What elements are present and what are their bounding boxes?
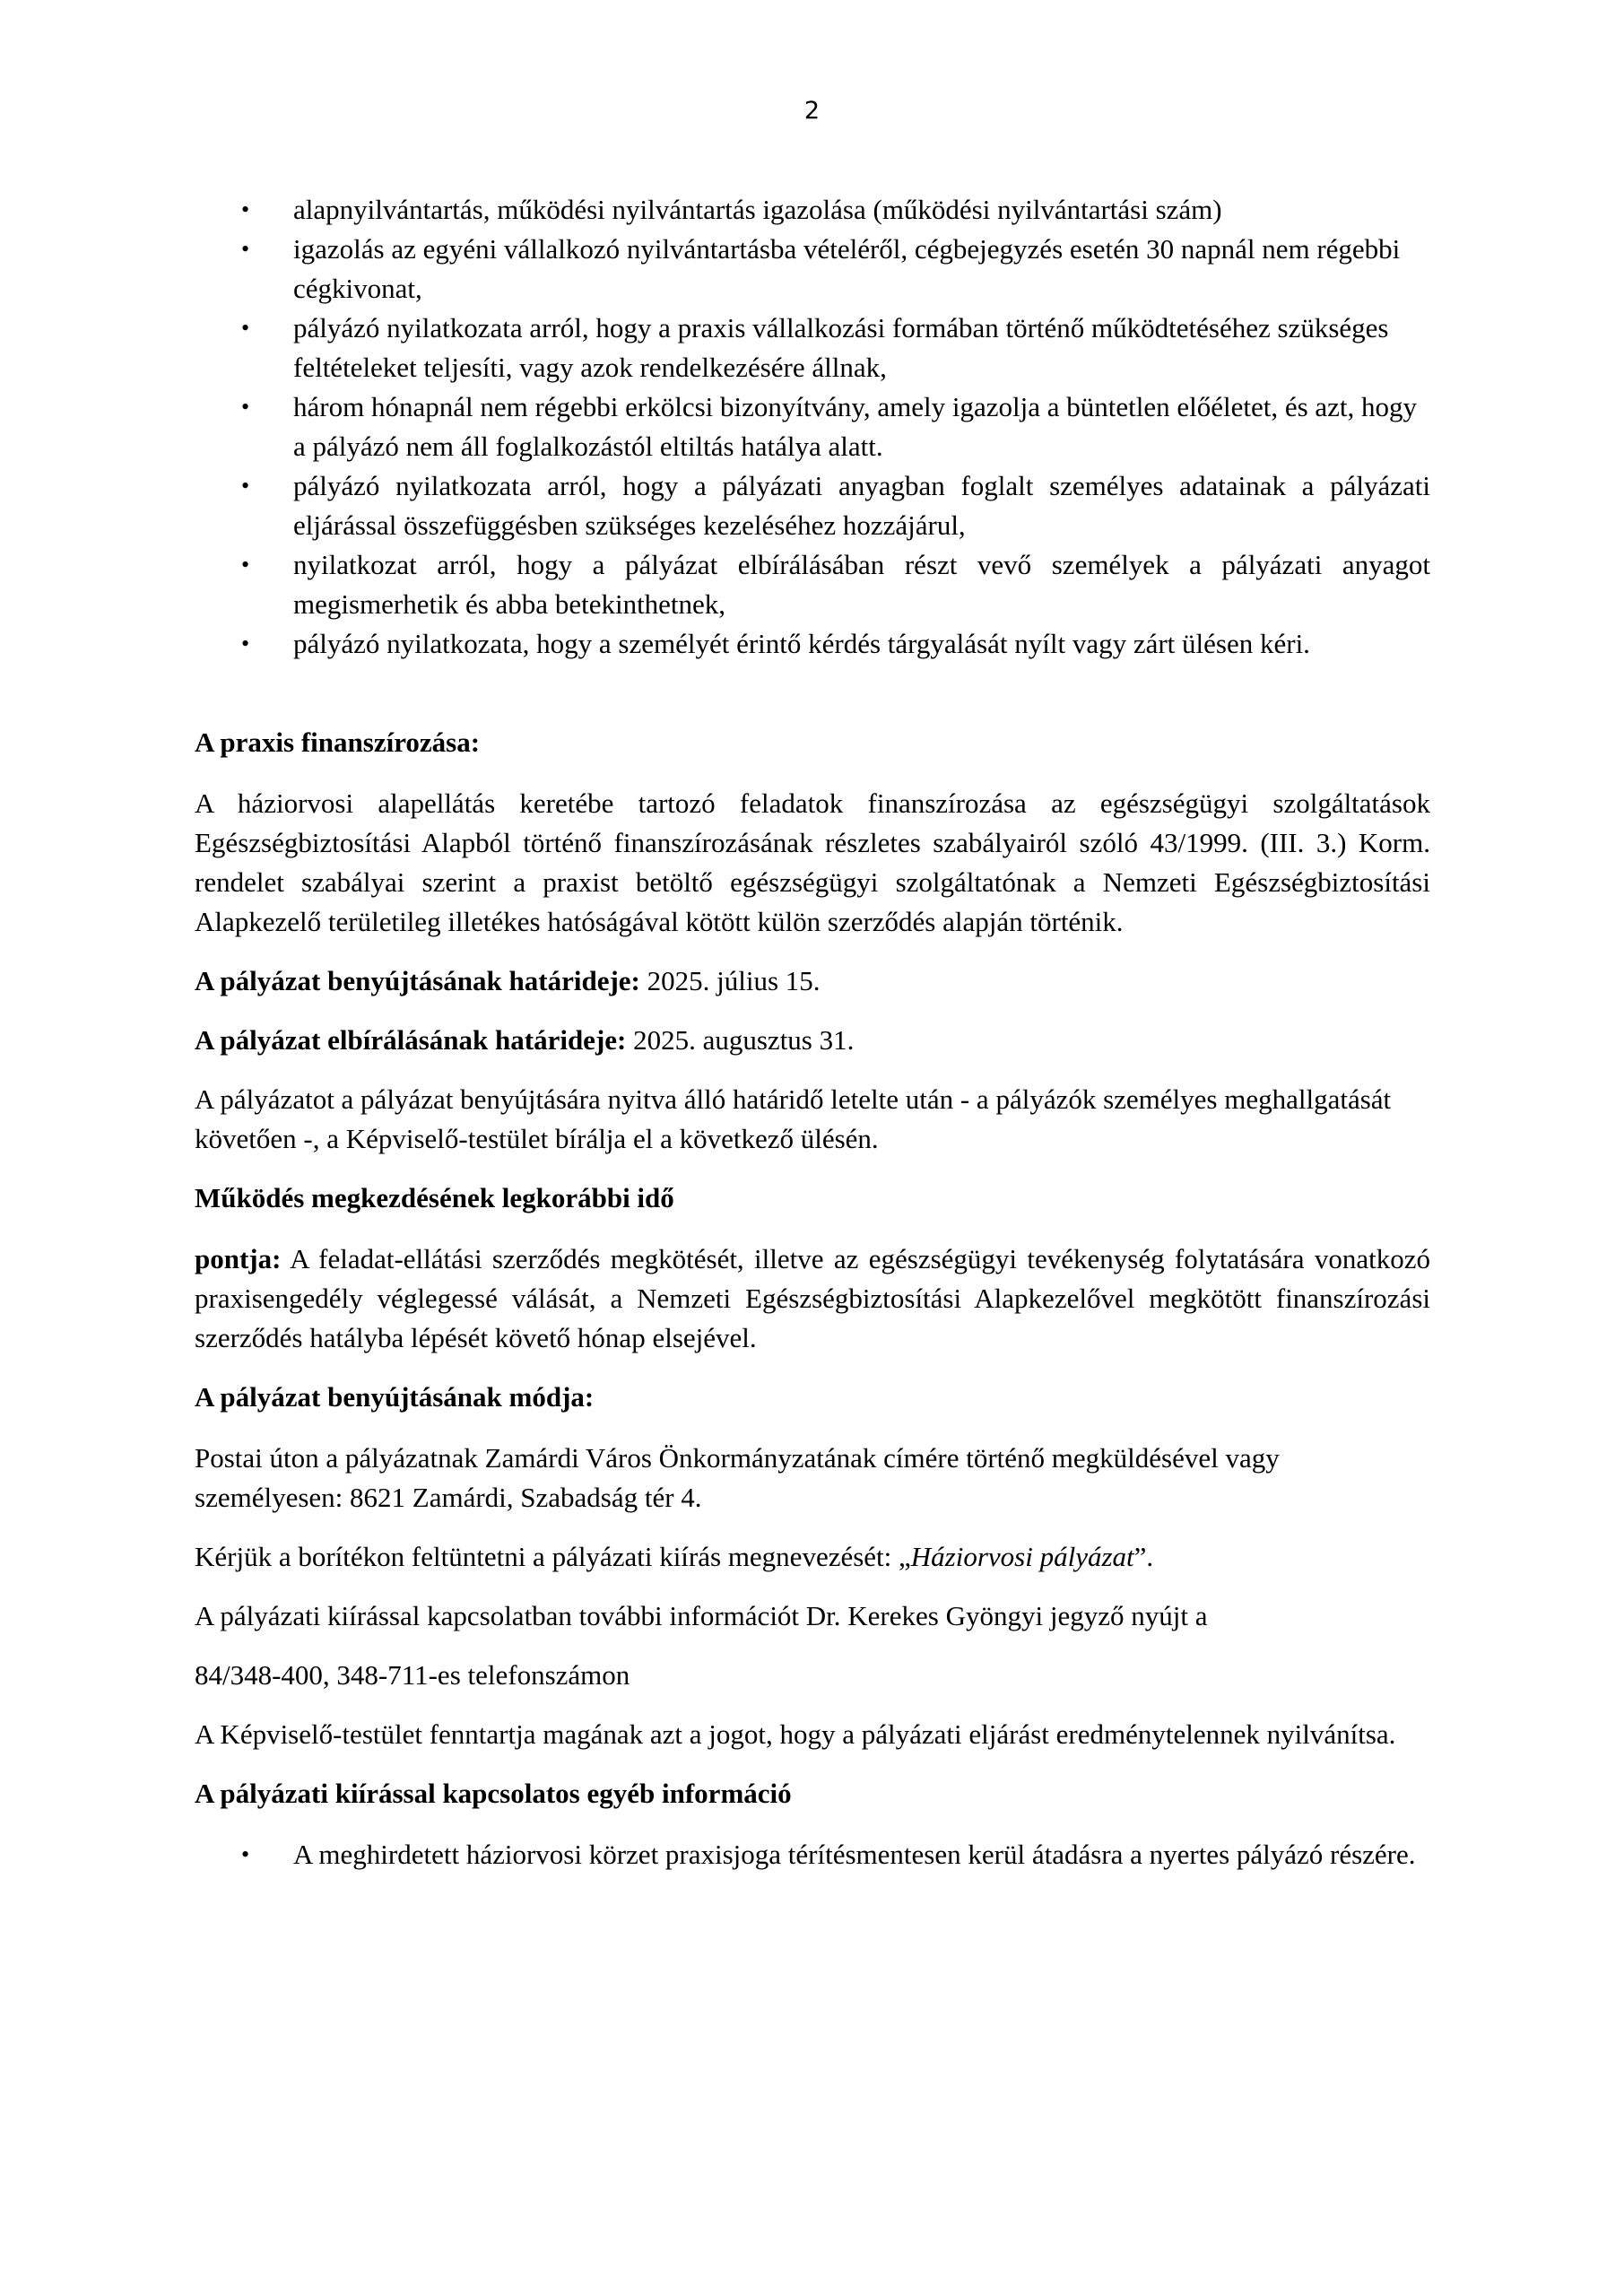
- list-item-text: nyilatkozat arról, hogy a pályázat elbírálásában részt vevő személyek a pályázati anyagot megismerhetik és abba betekinthetnek,: [293, 549, 1430, 620]
- bullet-icon: •: [241, 196, 250, 222]
- submission-method-heading: A pályázat benyújtásának módja:: [195, 1381, 595, 1413]
- list-item: [195, 466, 1430, 545]
- requirements-list: [195, 190, 1430, 664]
- evaluation-deadline-value: 2025. augusztus 31.: [626, 1024, 855, 1056]
- list-item-text: igazolás az egyéni vállalkozó nyilvántartásba vételéről, cégbejegyzés esetén 30 napnál nem régebbi cégkivonat,: [293, 233, 1401, 304]
- bullet-icon: •: [241, 1841, 250, 1867]
- bullet-icon: •: [241, 631, 250, 657]
- page-number: 2: [803, 97, 821, 125]
- evaluation-text: A pályázatot a pályázat benyújtására nyitva álló határidő letelte után - a pályázók személyes meghallgatását követően -, a Képviselő-testület bírálja el a következő ülésén.: [195, 1083, 1392, 1154]
- start-of-operation-heading: Működés megkezdésének legkorábbi idő: [195, 1182, 674, 1213]
- list-item: [195, 387, 1430, 466]
- bullet-icon: •: [241, 552, 250, 578]
- list-item-text: pályázó nyilatkozata arról, hogy a praxis vállalkozási formában történő működtetéséhez szükséges feltételeket teljesíti, vagy azok rendelkezésére állnak,: [293, 312, 1389, 383]
- list-item: [195, 190, 1430, 230]
- start-of-operation-body: A feladat-ellátási szerződés megkötését, illetve az egészségügyi tevékenység folytatására vonatkozó praxisengedély véglegessé válását, a Nemzeti Egészségbiztosítási Alapkezelővel megkötött finanszírozási szerződés hatályba lépését követő hónap elsejével.: [195, 1243, 1430, 1353]
- list-item-text: A meghirdetett háziorvosi körzet praxisjoga térítésmentesen kerül átadásra a nyertes pályázó részére.: [293, 1839, 1416, 1870]
- bullet-icon: •: [241, 473, 250, 499]
- bullet-icon: •: [241, 236, 250, 262]
- evaluation-deadline: [195, 1021, 1430, 1060]
- contact-line-2: 84/348-400, 348-711-es telefonszámon: [195, 1659, 630, 1691]
- bullet-icon: •: [241, 394, 250, 420]
- list-item-text: alapnyilvántartás, működési nyilvántartás igazolása (működési nyilvántartási szám): [293, 194, 1222, 225]
- list-item: [195, 624, 1430, 664]
- evaluation-deadline-label: A pályázat elbírálásának határideje:: [195, 1024, 627, 1056]
- financing-text: A háziorvosi alapellátás keretébe tartozó feladatok finanszírozása az egészségügyi szolgáltatások Egészségbiztosítási Alapból történő finanszírozásának részletes szabályairól szóló 43/1999. (III. 3.) Korm. rendelet szabályai szerint a praxist betöltő egészségügyi szolgáltatónak a Nemzeti Egészségbiztosítási Alapkezelő területileg illetékes hatóságával kötött külön szerződés alapján történik.: [195, 787, 1430, 937]
- bullet-icon: •: [241, 315, 250, 341]
- list-item: [195, 545, 1430, 624]
- start-of-operation-text: [195, 1239, 1430, 1358]
- envelope-title: Háziorvosi pályázat: [910, 1541, 1134, 1572]
- envelope-text-start: Kérjük a borítékon feltüntetni a pályázati kiírás megnevezését: „: [195, 1541, 911, 1572]
- list-item-text: három hónapnál nem régebbi erkölcsi bizonyítvány, amely igazolja a büntetlen előéletet, és azt, hogy a pályázó nem áll foglalkozástól eltiltás hatálya alatt.: [293, 391, 1418, 462]
- reservation-text: A Képviselő-testület fenntartja magának azt a jogot, hogy a pályázati eljárást eredménytelennek nyilvánítsa.: [195, 1718, 1396, 1750]
- submission-method-text: Postai úton a pályázatnak Zamárdi Város Önkormányzatának címére történő megküldésével vagy személyesen: 8621 Zamárdi, Szabadság tér 4.: [195, 1442, 1280, 1513]
- envelope-text: [195, 1537, 1430, 1577]
- envelope-text-end: ”.: [1133, 1541, 1154, 1572]
- financing-heading: A praxis finanszírozása:: [195, 726, 481, 758]
- document-body: [195, 190, 1430, 1874]
- list-item: [195, 230, 1430, 309]
- list-item: [195, 1835, 1430, 1874]
- start-of-operation-label: pontja:: [195, 1243, 282, 1274]
- other-info-heading: A pályázati kiírással kapcsolatos egyéb információ: [195, 1778, 792, 1809]
- submission-deadline: [195, 961, 1430, 1001]
- other-info-list: [195, 1835, 1430, 1874]
- list-item-text: pályázó nyilatkozata arról, hogy a pályázati anyagban foglalt személyes adatainak a pályázati eljárással összefüggésben szükséges kezeléséhez hozzájárul,: [293, 470, 1430, 541]
- contact-line-1: A pályázati kiírással kapcsolatban további információt Dr. Kerekes Gyöngyi jegyző nyújt a: [195, 1600, 1208, 1631]
- list-item-text: pályázó nyilatkozata, hogy a személyét érintő kérdés tárgyalását nyílt vagy zárt ülésen kéri.: [293, 628, 1310, 659]
- list-item: [195, 309, 1430, 387]
- submission-deadline-label: A pályázat benyújtásának határideje:: [195, 965, 640, 996]
- submission-deadline-value: 2025. július 15.: [639, 965, 821, 996]
